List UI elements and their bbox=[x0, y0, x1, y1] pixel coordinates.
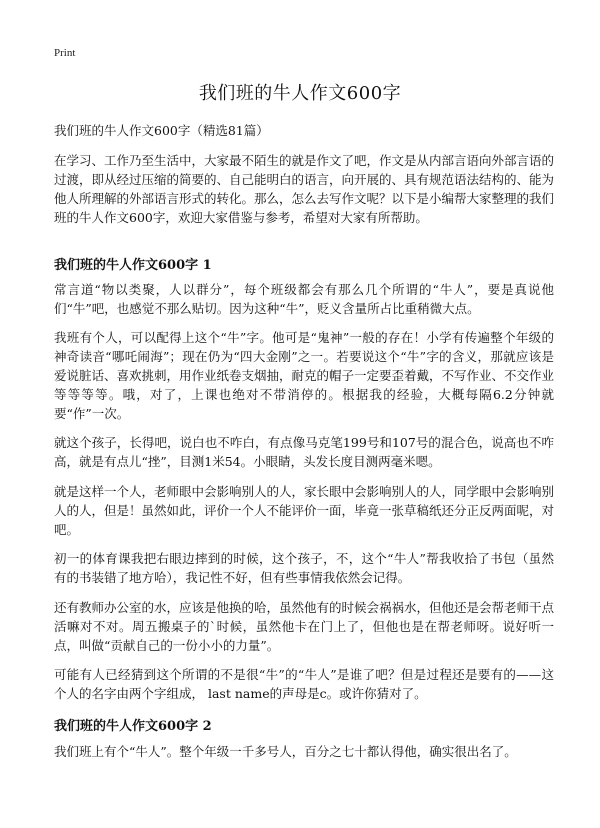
section1-paragraph: 就是这样一个人，老师眼中会影响别人的人，家长眼中会影响别人的人，同学眼中会影响别人的人，但是！虽然如此，评价一个人不能评价一面，毕竟一张草稿纸还分正反两面呢，对吧。 bbox=[54, 484, 555, 537]
section-heading-1: 我们班的牛人作文600字 1 bbox=[54, 258, 212, 273]
print-link[interactable]: Print bbox=[54, 47, 76, 59]
intro-paragraph: 在学习、工作乃至生活中，大家最不陌生的就是作文了吧，作文是从内部言语向外部言语的过渡，即从经过压缩的简要的、自己能明白的语言，向开展的、具有规范语法结构的、能为他人所理解的外部语言形式的转化。那么，怎么去写作文呢？以下是小编帮大家整理的我们班的牛人作文600字，欢迎大家借鉴与参考，希望对大家有所帮助。 bbox=[54, 153, 555, 225]
section1-paragraph: 初一的体育课我把右眼边摔到的时候，这个孩子，不，这个“牛人”帮我收拾了书包（虽然有的书装错了地方哈），我记性不好，但有些事情我依然会记得。 bbox=[54, 551, 554, 585]
section1-paragraph: 我班有个人，可以配得上这个“牛”字。他可是“鬼神”一般的存在！小学有传遍整个年级的神奇读音“哪吒闹海”；现在仍为“四大金刚”之一。若要说这个“牛”字的含义，那就应该是爱说脏话、喜欢挑刺，用作业纸卷支烟抽，耐克的帽子一定要歪着戴，不写作业、不交作业等等等等。哦，对了，上课也绝对不带消停的。根据我的经验，大概每隔6.2分钟就要“作”一次。 bbox=[54, 330, 555, 421]
section1-paragraph: 还有教师办公室的水，应该是他换的哈，虽然他有的时候会祸祸水，但他还是会帮老师干点活嘛对不对。周五搬桌子的`时候，虽然他卡在门上了，但他也是在帮老师呀。说好听一点，叫做“贡献自己的一份小小的力量”。 bbox=[54, 600, 555, 653]
section-heading-2: 我们班的牛人作文600字 2 bbox=[54, 719, 212, 734]
section2-paragraph: 我们班上有个“牛人”。整个年级一千多号人，百分之七十都认得他，确实很出名了。 bbox=[54, 744, 517, 759]
page-title: 我们班的牛人作文600字 bbox=[198, 83, 402, 104]
article-subtitle: 我们班的牛人作文600字（精选81篇） bbox=[54, 123, 269, 138]
section1-paragraph: 可能有人已经猜到这个所谓的不是很“牛”的“牛人”是谁了吧？但是过程还是要有的——这个人的名字由两个字组成， last name的声母是c。或许你猜对了。 bbox=[54, 667, 554, 701]
section1-paragraph: 常言道“物以类聚，人以群分”，每个班级都会有那么几个所谓的“牛人”，要是真说他们“牛”吧，也感觉不那么贴切。因为这种“牛”，贬义含量所占比重稍微大点。 bbox=[54, 282, 554, 316]
section1-paragraph: 就这个孩子，长得吧，说白也不咋白，有点像马克笔199号和107号的混合色，说高也不咋高，就是有点儿“挫”，目测1米54。小眼睛，头发长度目测两毫米嗯。 bbox=[54, 435, 554, 469]
